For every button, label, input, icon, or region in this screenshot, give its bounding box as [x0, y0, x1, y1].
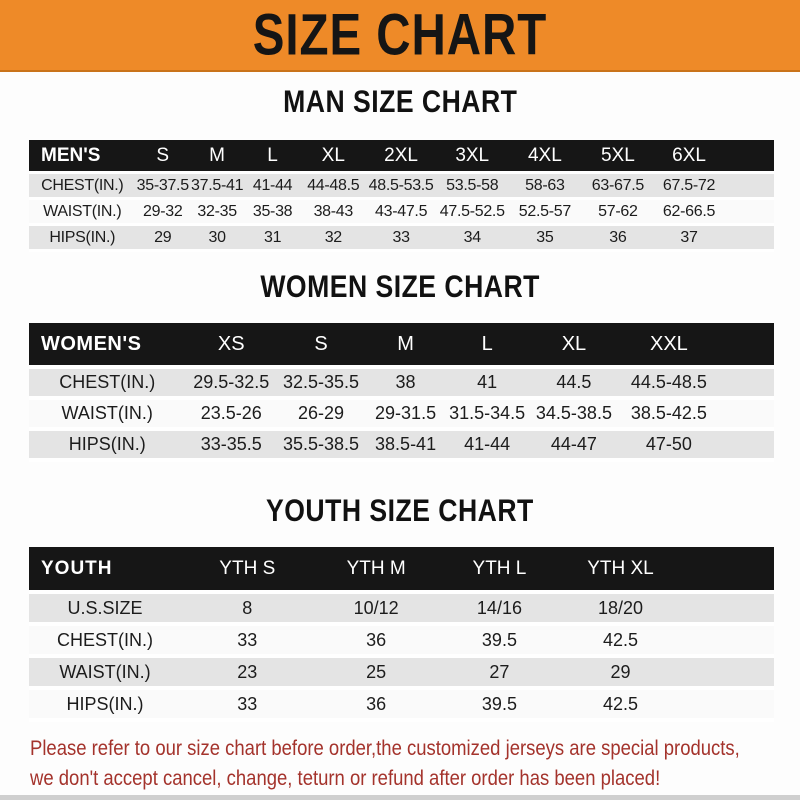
size-value-cell: 39.5 — [439, 626, 560, 658]
size-value-cell: 34.5-38.5 — [528, 400, 620, 431]
size-value-cell: 67.5-72 — [654, 174, 724, 200]
youth-corner-label: YOUTH — [29, 547, 181, 594]
size-value-cell: 58-63 — [508, 174, 582, 200]
row-label: CHEST(IN.) — [29, 626, 181, 658]
size-value-cell: 33 — [181, 690, 314, 722]
size-value-cell: 38 — [365, 369, 446, 400]
size-value-cell: 23 — [181, 658, 314, 690]
size-value-cell: 29 — [560, 658, 681, 690]
row-label: HIPS(IN.) — [29, 690, 181, 722]
size-value-cell: 35-38 — [244, 200, 301, 226]
size-value-cell: 62-66.5 — [654, 200, 724, 226]
men-section-heading — [0, 85, 800, 118]
row-spacer — [681, 690, 774, 722]
size-value-cell: 29-31.5 — [365, 400, 446, 431]
men-chest-row — [29, 174, 774, 200]
size-value-cell: 29.5-32.5 — [185, 369, 277, 400]
size-column-header: 6XL — [654, 140, 724, 174]
size-value-cell: 38.5-41 — [365, 431, 446, 462]
size-column-header: S — [277, 323, 365, 369]
women-section-heading — [0, 270, 800, 303]
size-value-cell: 30 — [190, 226, 244, 252]
row-spacer — [718, 400, 774, 431]
size-value-cell: 63-67.5 — [582, 174, 654, 200]
size-value-cell: 33 — [366, 226, 437, 252]
size-value-cell: 41 — [446, 369, 528, 400]
size-column-header: S — [136, 140, 190, 174]
size-column-header: XL — [301, 140, 366, 174]
size-value-cell: 38-43 — [301, 200, 366, 226]
size-value-cell: 44.5 — [528, 369, 620, 400]
size-value-cell: 35.5-38.5 — [277, 431, 365, 462]
disclaimer-line-1: Please refer to our size chart before order,the customized jerseys are special products, — [30, 737, 740, 760]
size-value-cell: 31.5-34.5 — [446, 400, 528, 431]
youth-section-heading-text: YOUTH SIZE CHART — [266, 493, 534, 528]
size-value-cell: 53.5-58 — [436, 174, 508, 200]
size-value-cell: 32.5-35.5 — [277, 369, 365, 400]
youth-ussize-row — [29, 594, 774, 626]
youth-waist-row — [29, 658, 774, 690]
women-hips-row — [29, 431, 774, 462]
size-value-cell: 57-62 — [582, 200, 654, 226]
women-corner-label: WOMEN'S — [29, 323, 185, 369]
header-spacer — [681, 547, 774, 594]
size-value-cell: 32-35 — [190, 200, 244, 226]
size-column-header: YTH M — [314, 547, 439, 594]
size-column-header: XS — [185, 323, 277, 369]
size-value-cell: 23.5-26 — [185, 400, 277, 431]
bottom-divider — [0, 795, 800, 800]
size-value-cell: 48.5-53.5 — [366, 174, 437, 200]
row-label: HIPS(IN.) — [29, 226, 136, 252]
size-value-cell: 32 — [301, 226, 366, 252]
size-column-header: 4XL — [508, 140, 582, 174]
youth-size-table — [29, 547, 774, 722]
women-waist-row — [29, 400, 774, 431]
size-column-header: M — [365, 323, 446, 369]
size-column-header: YTH S — [181, 547, 314, 594]
size-value-cell: 8 — [181, 594, 314, 626]
size-value-cell: 18/20 — [560, 594, 681, 626]
row-spacer — [681, 658, 774, 690]
size-value-cell: 52.5-57 — [508, 200, 582, 226]
row-spacer — [724, 174, 774, 200]
men-size-table — [29, 140, 774, 252]
header-spacer — [718, 323, 774, 369]
row-spacer — [724, 200, 774, 226]
size-column-header: 2XL — [366, 140, 437, 174]
header-spacer — [724, 140, 774, 174]
disclaimer-line-2: we don't accept cancel, change, teturn or refund after order has been placed! — [30, 767, 661, 790]
men-hips-row — [29, 226, 774, 252]
size-value-cell: 38.5-42.5 — [620, 400, 718, 431]
size-value-cell: 33-35.5 — [185, 431, 277, 462]
size-column-header: M — [190, 140, 244, 174]
men-corner-label: MEN'S — [29, 140, 136, 174]
women-header-row — [29, 323, 774, 369]
size-value-cell: 39.5 — [439, 690, 560, 722]
size-value-cell: 41-44 — [244, 174, 301, 200]
men-header-row — [29, 140, 774, 174]
size-value-cell: 41-44 — [446, 431, 528, 462]
disclaimer-text — [30, 734, 800, 794]
size-value-cell: 47.5-52.5 — [436, 200, 508, 226]
size-value-cell: 44-48.5 — [301, 174, 366, 200]
size-value-cell: 47-50 — [620, 431, 718, 462]
size-value-cell: 31 — [244, 226, 301, 252]
men-waist-row — [29, 200, 774, 226]
youth-hips-row — [29, 690, 774, 722]
size-value-cell: 36 — [314, 690, 439, 722]
row-spacer — [681, 594, 774, 626]
size-value-cell: 42.5 — [560, 626, 681, 658]
size-value-cell: 35 — [508, 226, 582, 252]
size-value-cell: 42.5 — [560, 690, 681, 722]
row-label: CHEST(IN.) — [29, 369, 185, 400]
size-value-cell: 25 — [314, 658, 439, 690]
size-column-header: 3XL — [436, 140, 508, 174]
size-value-cell: 44-47 — [528, 431, 620, 462]
size-value-cell: 43-47.5 — [366, 200, 437, 226]
size-value-cell: 14/16 — [439, 594, 560, 626]
size-column-header: L — [244, 140, 301, 174]
size-value-cell: 36 — [582, 226, 654, 252]
size-value-cell: 10/12 — [314, 594, 439, 626]
row-label: HIPS(IN.) — [29, 431, 185, 462]
size-value-cell: 26-29 — [277, 400, 365, 431]
size-column-header: 5XL — [582, 140, 654, 174]
size-value-cell: 35-37.5 — [136, 174, 190, 200]
women-size-table — [29, 323, 774, 462]
row-label: WAIST(IN.) — [29, 658, 181, 690]
women-chest-row — [29, 369, 774, 400]
size-value-cell: 37 — [654, 226, 724, 252]
size-value-cell: 37.5-41 — [190, 174, 244, 200]
size-column-header: L — [446, 323, 528, 369]
size-column-header: YTH L — [439, 547, 560, 594]
size-value-cell: 27 — [439, 658, 560, 690]
row-label: WAIST(IN.) — [29, 200, 136, 226]
youth-header-row — [29, 547, 774, 594]
size-value-cell: 33 — [181, 626, 314, 658]
women-section-heading-text: WOMEN SIZE CHART — [260, 269, 540, 304]
size-value-cell: 34 — [436, 226, 508, 252]
youth-section-heading — [0, 494, 800, 527]
row-spacer — [718, 369, 774, 400]
size-column-header: XL — [528, 323, 620, 369]
size-value-cell: 29 — [136, 226, 190, 252]
size-value-cell: 36 — [314, 626, 439, 658]
row-label: U.S.SIZE — [29, 594, 181, 626]
size-column-header: YTH XL — [560, 547, 681, 594]
men-section-heading-text: MAN SIZE CHART — [282, 84, 518, 119]
size-value-cell: 29-32 — [136, 200, 190, 226]
row-label: CHEST(IN.) — [29, 174, 136, 200]
size-value-cell: 44.5-48.5 — [620, 369, 718, 400]
youth-chest-row — [29, 626, 774, 658]
row-spacer — [724, 226, 774, 252]
size-chart-banner — [0, 0, 800, 72]
row-spacer — [718, 431, 774, 462]
size-column-header: XXL — [620, 323, 718, 369]
banner-title: SIZE CHART — [252, 2, 548, 68]
row-label: WAIST(IN.) — [29, 400, 185, 431]
row-spacer — [681, 626, 774, 658]
